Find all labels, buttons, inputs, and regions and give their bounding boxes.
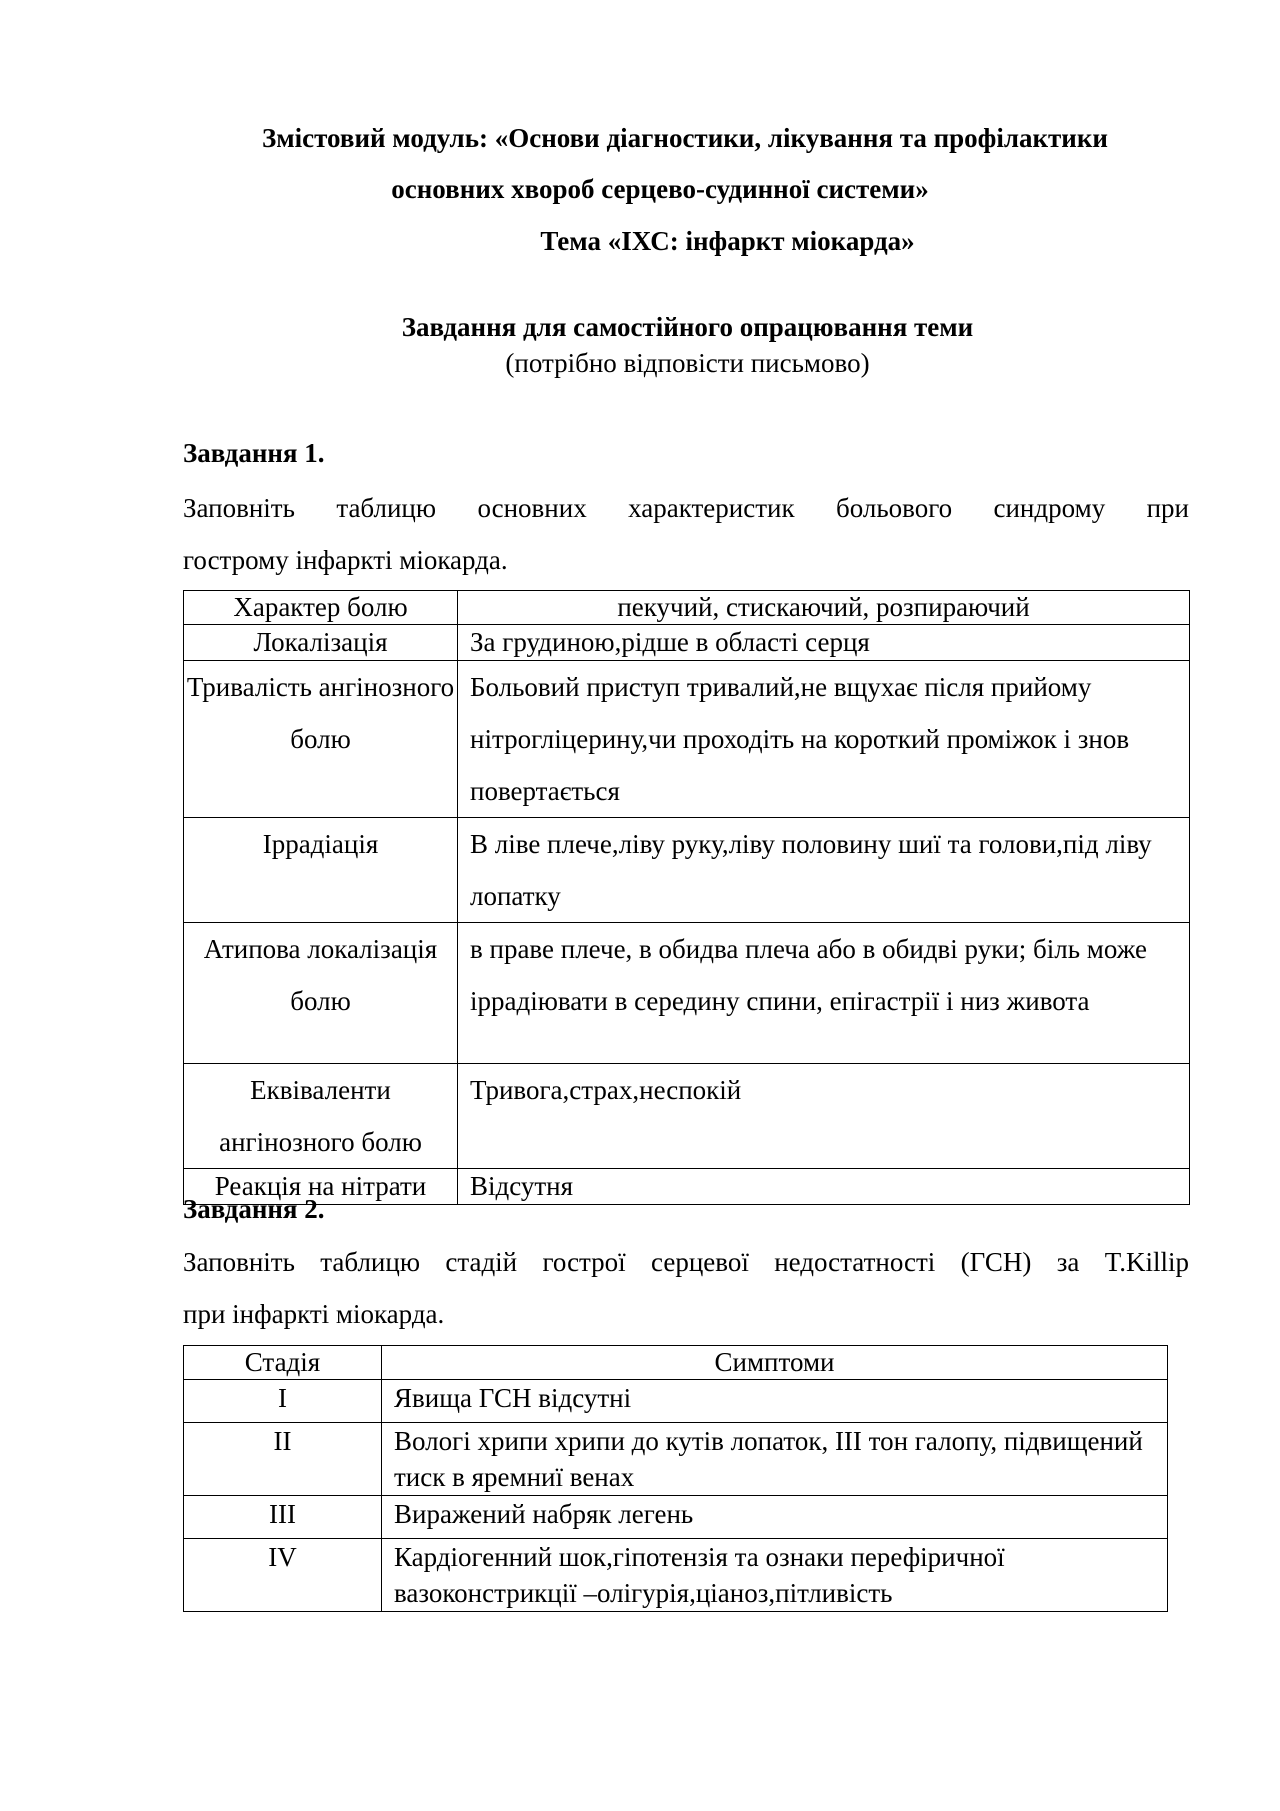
- task2-text-line1: Заповніть таблицю стадій гострої серцевої недостатності (ГСН) за T.Killip: [183, 1247, 1189, 1277]
- task1-text-line1: Заповніть таблицю основних характеристик больового синдрому при: [183, 493, 1189, 523]
- table-cell-stage: IV: [184, 1539, 382, 1612]
- table-cell-key: Атипова локалізація болю: [184, 923, 458, 1064]
- table-cell-symptoms: Явища ГСН відсутні: [382, 1380, 1168, 1423]
- task2-instructions: [183, 1236, 1189, 1340]
- task1-instructions: [183, 482, 1189, 586]
- table-row: [184, 1380, 1168, 1423]
- table-cell-symptoms: Вологі хрипи хрипи до кутів лопаток, ІІІ тон галопу, підвищений тиск в яремниї венах: [382, 1423, 1168, 1496]
- table-row: [184, 1496, 1168, 1539]
- assignment-title: Завдання для самостійного опрацювання теми: [401, 312, 974, 342]
- table-cell-symptoms: Виражений набряк легень: [382, 1496, 1168, 1539]
- table-row: [184, 818, 1190, 923]
- table-cell-value: Відсутня: [458, 1169, 1190, 1205]
- table-row: [184, 1169, 1190, 1205]
- table-cell-key: Реакція на нітрати: [184, 1169, 458, 1205]
- assignment-note: (потрібно відповісти письмово): [505, 348, 870, 378]
- table-cell-value: В ліве плече,ліву руку,ліву половину шиї та голови,під ліву лопатку: [458, 818, 1190, 923]
- killip-stages-table: [183, 1345, 1168, 1612]
- table-cell-value: Тривога,страх,неспокій: [458, 1064, 1190, 1169]
- module-title-line2: основних хвороб серцево-судинної системи»: [391, 174, 929, 204]
- table-row: [184, 1064, 1190, 1169]
- task2-text-line2: при інфаркті міокарда.: [183, 1299, 445, 1329]
- task1-text-line2: гострому інфаркті міокарда.: [183, 545, 508, 575]
- table-row: [184, 923, 1190, 1064]
- table-cell-stage: II: [184, 1423, 382, 1496]
- table-cell-value: пекучий, стискаючий, розпираючий: [458, 591, 1190, 625]
- table-header-row: [184, 1346, 1168, 1380]
- table-row: [184, 661, 1190, 818]
- table-cell-stage: III: [184, 1496, 382, 1539]
- table-cell-symptoms: Кардіогенний шок,гіпотензія та ознаки перефіричної вазоконстрикції –олігурія,ціаноз,пітливість: [382, 1539, 1168, 1612]
- table-cell-key: Тривалість ангінозного болю: [184, 661, 458, 818]
- table-cell-key: Локалізація: [184, 625, 458, 661]
- pain-syndrome-table: [183, 590, 1190, 1205]
- table-row: [184, 625, 1190, 661]
- table-cell-stage: I: [184, 1380, 382, 1423]
- column-header-stage: Стадія: [184, 1346, 382, 1380]
- task1-title: Завдання 1.: [183, 438, 325, 468]
- topic-title: Тема «ІХС: інфаркт міокарда»: [540, 226, 915, 256]
- table-cell-value: в праве плече, в обидва плеча або в обидві руки; біль може іррадіювати в середину спини, епігастрії і низ живота: [458, 923, 1190, 1064]
- module-title-line1: Змістовий модуль: «Основи діагностики, лікування та профілактики: [262, 123, 1108, 153]
- table-cell-value: За грудиною,рідше в області серця: [458, 625, 1190, 661]
- column-header-symptoms: Симптоми: [382, 1346, 1168, 1380]
- table-row: [184, 1539, 1168, 1612]
- task2-title: Завдання 2.: [183, 1194, 325, 1224]
- table-cell-key: Іррадіація: [184, 818, 458, 923]
- table-cell-key: Еквіваленти ангінозного болю: [184, 1064, 458, 1169]
- table-row: [184, 591, 1190, 625]
- table-cell-value: Больовий приступ тривалий,не вщухає після прийому нітрогліцерину,чи проходіть на короткий проміжок і знов повертається: [458, 661, 1190, 818]
- table-cell-key: Характер болю: [184, 591, 458, 625]
- table-row: [184, 1423, 1168, 1496]
